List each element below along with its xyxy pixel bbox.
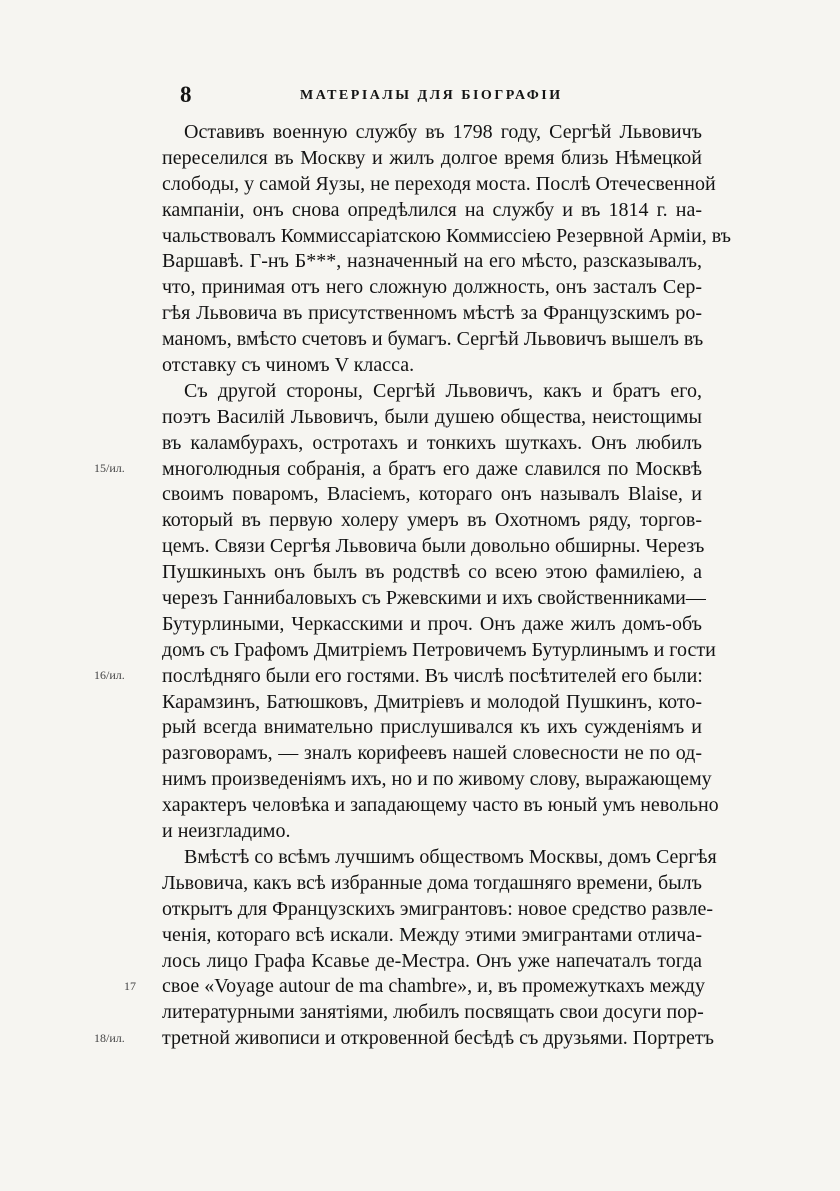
text-line: разговорамъ, — зналъ корифеевъ нашей словесности не по од- <box>162 742 702 765</box>
text-line: цемъ. Связи Сергѣя Львовича были довольно обширны. Черезъ <box>162 535 705 558</box>
text-line: Львовича, какъ всѣ избранные дома тогдашняго времени, былъ <box>162 871 702 894</box>
text-line: переселился въ Москву и жилъ долгое время близь Нѣмецкой <box>162 146 702 169</box>
margin-note: 17 <box>124 979 136 993</box>
margin-note: 15/ил. <box>94 461 125 475</box>
text-line: многолюдныя собранія, а братъ его даже славился по Москвѣ <box>162 457 702 480</box>
text-line: Оставивъ военную службу въ 1798 году, Сергѣй Львовичъ <box>184 121 702 143</box>
text-line: третной живописи и откровенной бесѣдѣ съ друзьями. Портретъ <box>162 1027 714 1050</box>
text-line: Пушкиныхъ онъ былъ въ родствѣ со всею этою фамиліею, а <box>162 561 702 584</box>
text-line: ченія, котораго всѣ искали. Между этими эмигрантами отлича- <box>162 923 702 946</box>
text-line: открытъ для Французскихъ эмигрантовъ: новое средство развле- <box>162 897 713 920</box>
text-line: гѣя Львовича въ присутственномъ мѣстѣ за Французскимъ ро- <box>162 302 702 325</box>
text-line: что, принимая отъ него сложную должность, онъ засталъ Сер- <box>162 276 702 299</box>
text-line: послѣдняго были его гостями. Въ числѣ посѣтителей его были: <box>162 664 703 687</box>
text-line: рый всегда внимательно прислушивался къ ихъ сужденіямъ и <box>162 716 702 739</box>
text-line: слободы, у самой Яузы, не переходя моста. Послѣ Отечесвенной <box>162 172 716 195</box>
page-header <box>150 82 710 112</box>
text-line: свое «Voyage autour de ma chambre», и, въ промежуткахъ между <box>162 975 705 998</box>
text-line: поэтъ Василій Львовичъ, были душею общества, неистощимы <box>162 405 702 428</box>
text-line: и неизгладимо. <box>162 820 291 843</box>
text-line: чальствовалъ Коммиссаріатскою Коммиссіею Резервной Арміи, въ <box>162 224 732 247</box>
text-line: который въ первую холеру умеръ въ Охотномъ ряду, торгов- <box>162 509 702 532</box>
text-line: отставку съ чиномъ V класса. <box>162 354 415 377</box>
text-line: Съ другой стороны, Сергѣй Львовичъ, какъ и братъ его, <box>184 379 702 402</box>
margin-note: 16/ил. <box>94 668 125 682</box>
text-line: Варшавѣ. Г-нъ Б***, назначенный на его мѣсто, разсказывалъ, <box>162 250 702 273</box>
text-line: лось лицо Графа Ксавье де-Местра. Онъ уже напечаталъ тогда <box>162 949 702 972</box>
text-line: Вмѣстѣ со всѣмъ лучшимъ обществомъ Москвы, домъ Сергѣя <box>184 845 717 868</box>
text-line: маномъ, вмѣсто счетовъ и бумагъ. Сергѣй Львовичъ вышелъ въ <box>162 328 704 351</box>
text-line: Бутурлиными, Черкасскими и проч. Онъ даже жилъ домъ-объ <box>162 612 702 635</box>
text-line: въ каламбурахъ, остротахъ и тонкихъ шуткахъ. Онъ любилъ <box>162 431 702 454</box>
text-line: литературными занятіями, любилъ посвящать свои досуги пор- <box>162 1001 704 1024</box>
margin-note: 18/ил. <box>94 1031 125 1045</box>
body-text <box>162 120 732 1052</box>
text-line: Карамзинъ, Батюшковъ, Дмитріевъ и молодой Пушкинъ, кото- <box>162 690 702 713</box>
text-line: кампаніи, онъ снова опредѣлился на службу и въ 1814 г. на- <box>162 198 702 221</box>
text-line: своимъ поваромъ, Власіемъ, котораго онъ называлъ Blaise, и <box>162 483 702 506</box>
text-line: домъ съ Графомъ Дмитріемъ Петровичемъ Бутурлинымъ и гости <box>162 638 716 661</box>
text-line: черезъ Ганнибаловыхъ съ Ржевскими и ихъ свойственниками— <box>162 587 706 610</box>
text-line: характеръ человѣка и западающему часто въ юный умъ невольно <box>162 794 719 817</box>
page-number: 8 <box>180 82 192 107</box>
text-line: нимъ произведеніямъ ихъ, но и по живому слову, выражающему <box>162 768 712 791</box>
running-title: МАТЕРІАЛЫ ДЛЯ БІОГРАФІИ <box>300 88 563 103</box>
